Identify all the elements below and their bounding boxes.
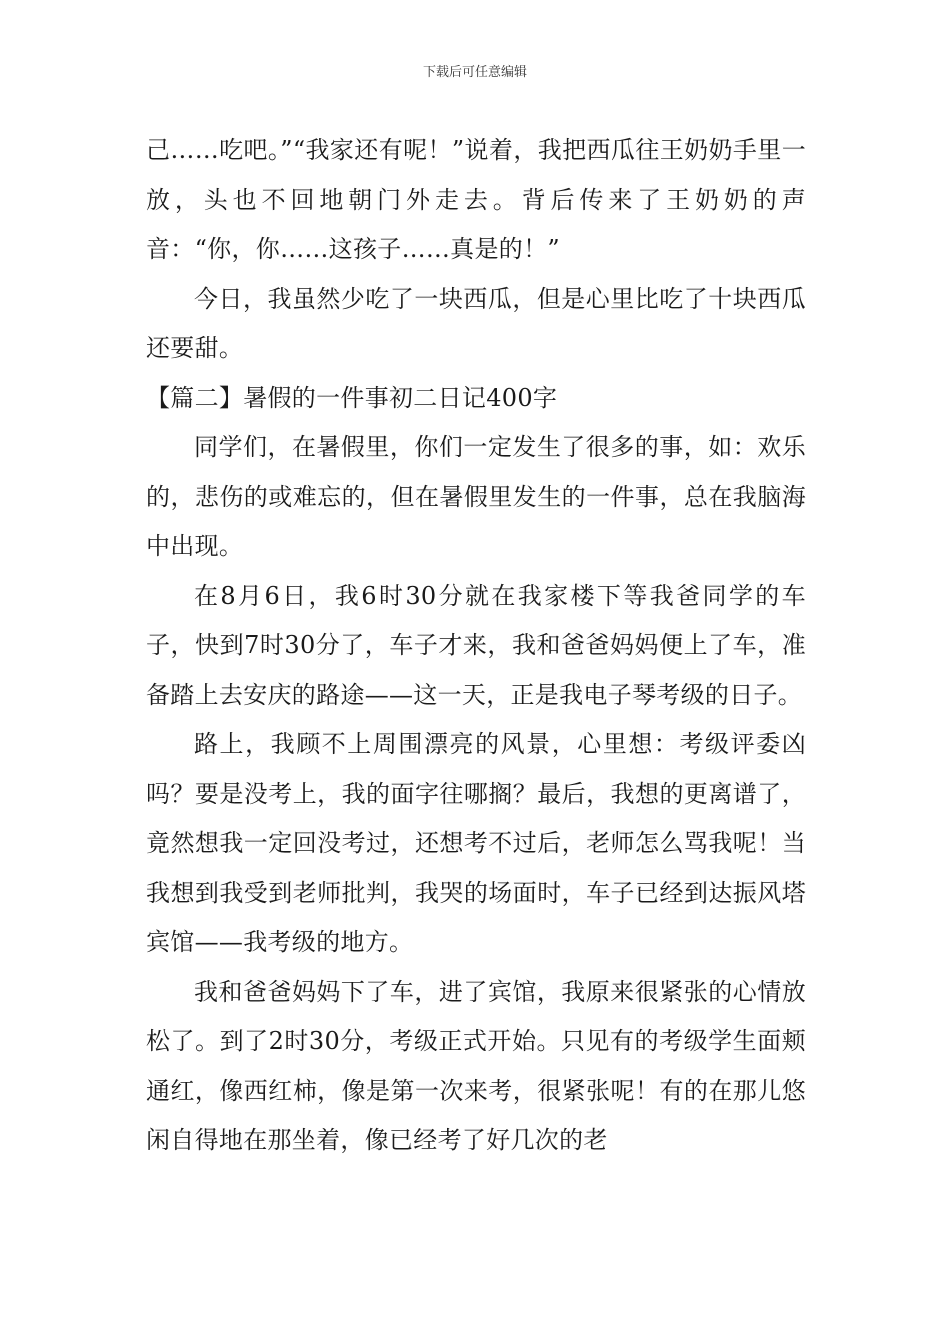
section-heading: 【篇二】暑假的一件事初二日记400字: [146, 383, 558, 412]
paragraph-intro: 同学们，在暑假里，你们一定发生了很多的事，如：欢乐的，悲伤的或难忘的，但在暑假里发生的一件事，总在我脑海中出现。: [146, 433, 806, 560]
paragraph-on-the-road: 路上，我顾不上周围漂亮的风景，心里想：考级评委凶吗？要是没考上，我的面字往哪搁？最后，我想的更离谱了，竟然想我一定回没考过，还想考不过后，老师怎么骂我呢！当我想到我受到老师批判，我哭的场面时，车子已经到达振风塔宾馆——我考级的地方。: [146, 730, 806, 956]
document-body: [146, 126, 806, 1166]
paragraph-continuation: 己……吃吧。”“我家还有呢！”说着，我把西瓜往王奶奶手里一放，头也不回地朝门外走去。背后传来了王奶奶的声音：“你，你……这孩子……真是的！”: [146, 136, 806, 263]
paragraph-departure: 在8月6日，我6时30分就在我家楼下等我爸同学的车子，快到7时30分了，车子才来，我和爸爸妈妈便上了车，准备踏上去安庆的路途——这一天，正是我电子琴考级的日子。: [146, 581, 806, 709]
page-header: 下载后可任意编辑: [422, 65, 527, 80]
paragraph-conclusion: 今日，我虽然少吃了一块西瓜，但是心里比吃了十块西瓜还要甜。: [146, 284, 806, 362]
paragraph-at-hotel: 我和爸爸妈妈下了车，进了宾馆，我原来很紧张的心情放松了。到了2时30分，考级正式开始。只见有的考级学生面颊通红，像西红柿，像是第一次来考，很紧张呢！有的在那儿悠闲自得地在那坐着，像已经考了好几次的老: [146, 977, 806, 1154]
